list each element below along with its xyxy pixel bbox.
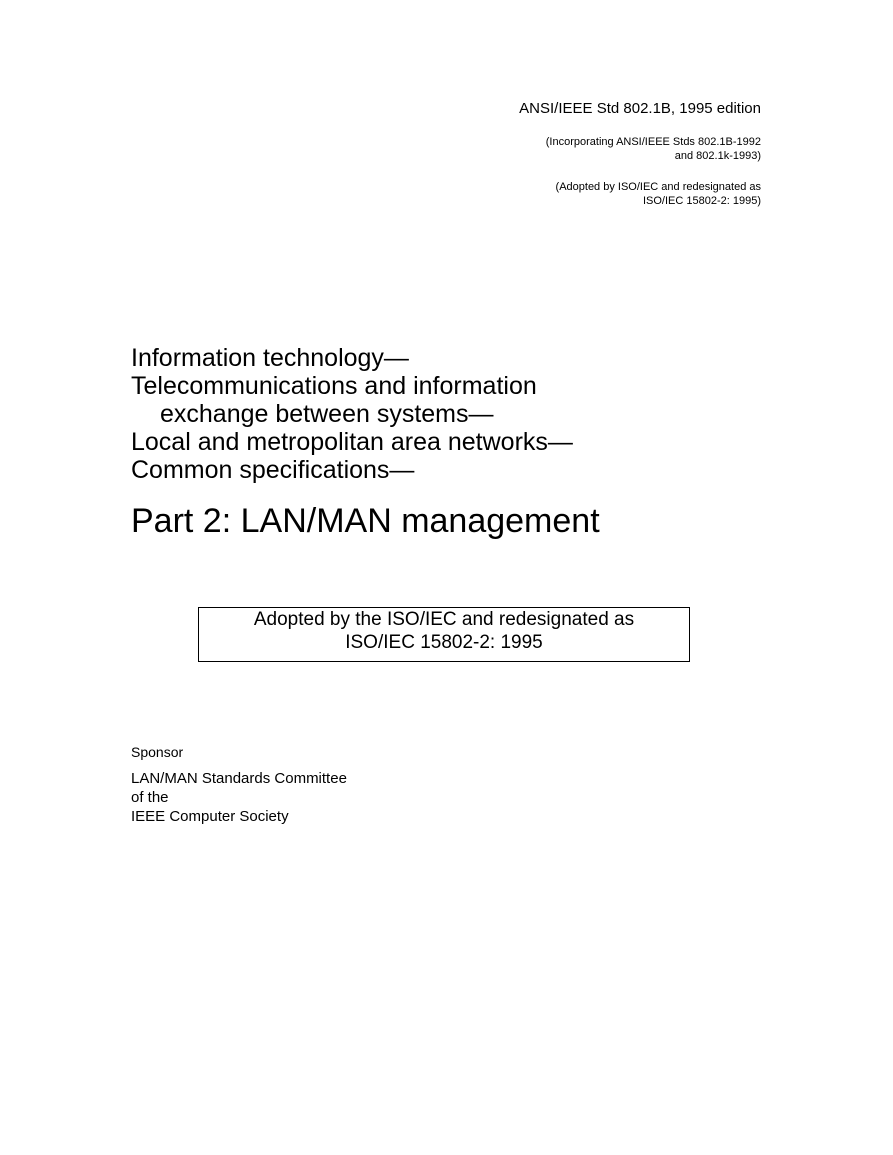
sponsor-line-3: IEEE Computer Society [131,808,289,825]
adoption-box [198,607,690,662]
title-line-2: Telecommunications and information [131,372,537,400]
sponsor-block [131,743,347,826]
title-line-5: Common specifications— [131,456,415,484]
title-line-4: Local and metropolitan area networks— [131,428,573,456]
incorporating-line-1: (Incorporating ANSI/IEEE Stds 802.1B-1992 [545,136,761,148]
standard-designation-block [519,99,761,225]
document-title-block [131,344,771,541]
title-line-3: exchange between systems— [160,400,494,428]
adoption-line-1: Adopted by the ISO/IEC and redesignated as [253,609,635,630]
adoption-line-2: ISO/IEC 15802-2: 1995 [345,632,543,653]
incorporating-line-2: and 802.1k-1993) [674,150,761,162]
part-title: Part 2: LAN/MAN management [131,502,600,540]
adopted-note [519,180,761,208]
sponsor-label: Sponsor [131,744,184,760]
adopted-note-line-1: (Adopted by ISO/IEC and redesignated as [555,181,761,193]
title-line-1: Information technology— [131,344,409,372]
adopted-note-line-2: ISO/IEC 15802-2: 1995) [642,195,761,207]
sponsor-line-2: of the [131,789,169,806]
standard-number: ANSI/IEEE Std 802.1B, 1995 edition [519,100,761,117]
sponsor-line-1: LAN/MAN Standards Committee [131,770,347,787]
incorporating-note [519,135,761,163]
